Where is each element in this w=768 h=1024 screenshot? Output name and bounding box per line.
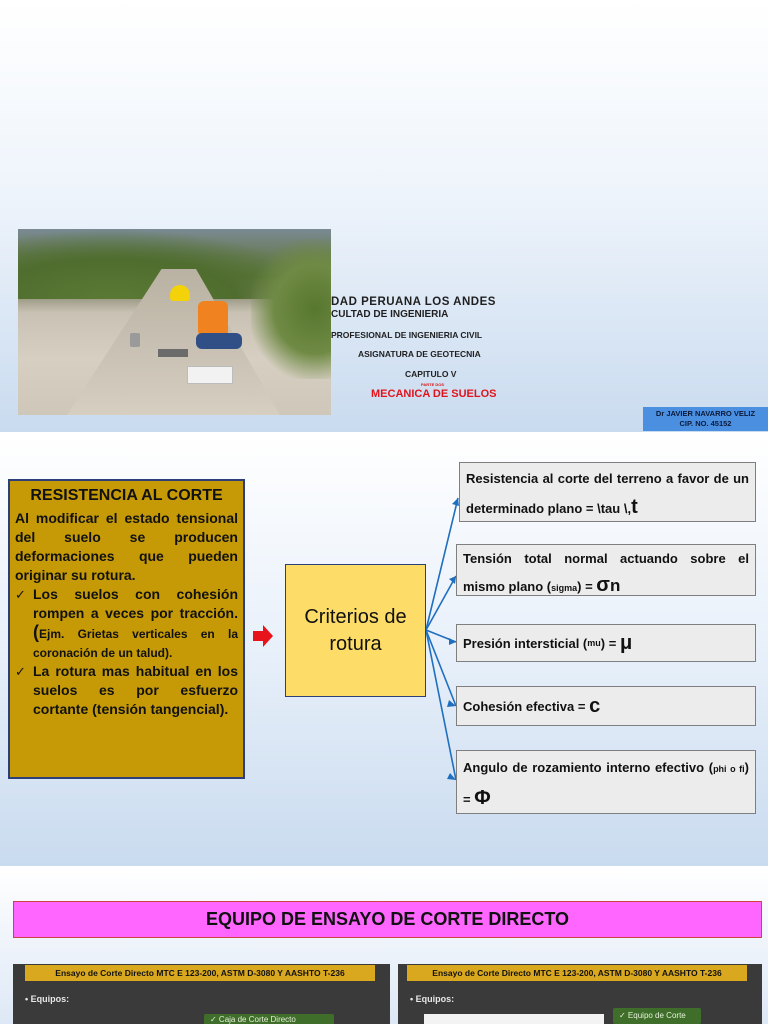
equipment-screenshot-right	[398, 964, 762, 1024]
criteria-item-pore-pressure: Presión intersticial ( mu ) = μ	[456, 624, 756, 662]
criteria-item-shear-strength: Resistencia al corte del terreno a favor de un determinado plano = \tau \,t	[459, 462, 756, 522]
test-header: Ensayo de Corte Directo MTC E 123-200, ASTM D-3080 Y AASHTO T-236	[407, 965, 747, 981]
equipment-screenshot-left	[13, 964, 390, 1024]
bullet-shear: ✓ La rotura mas habitual en los suelos es por esfuerzo cortante (tensión tangencial).	[15, 663, 238, 717]
author-box	[643, 407, 768, 431]
chapter-label: CAPITULO V	[405, 369, 457, 379]
resistance-box	[8, 479, 245, 779]
criteria-item-normal-stress: Tensión total normal actuando sobre el mismo plano (sigma) = σn	[456, 544, 756, 596]
white-field	[424, 1014, 604, 1024]
test-header: Ensayo de Corte Directo MTC E 123-200, ASTM D-3080 Y AASHTO T-236	[25, 965, 375, 981]
arrow-right-icon	[251, 624, 275, 648]
part-label: PARTE DOS	[421, 382, 445, 387]
phi-symbol: Φ	[474, 787, 491, 809]
university-name: DAD PERUANA LOS ANDES	[331, 296, 496, 308]
direct-shear-box-button: ✓ Caja de Corte Directo	[204, 1014, 334, 1024]
criteria-box: Criterios de rotura	[285, 564, 426, 697]
hard-hat	[170, 285, 190, 301]
sigma-symbol: σ	[596, 574, 610, 596]
equipment-label: • Equipos:	[410, 994, 455, 1004]
title-slide	[0, 0, 768, 432]
connector-2	[426, 576, 456, 630]
worker	[198, 301, 228, 337]
criteria-slide	[0, 434, 768, 866]
mu-symbol: μ	[619, 631, 633, 654]
equipment-label: • Equipos:	[25, 994, 70, 1004]
check-icon: ✓	[15, 664, 26, 679]
check-icon: ✓	[15, 587, 26, 602]
author-name: Dr JAVIER NAVARRO VELIZ	[655, 409, 756, 418]
criteria-item-cohesion: Cohesión efectiva = c	[456, 686, 756, 726]
tau-symbol: t	[631, 496, 638, 518]
connector-1	[426, 498, 458, 630]
equipment-title: EQUIPO DE ENSAYO DE CORTE DIRECTO	[13, 901, 762, 938]
c-symbol: c	[589, 694, 601, 717]
resistance-intro: Al modificar el estado tensional del suelo se producen deformaciones que pueden originar su rotura.	[15, 510, 238, 583]
criteria-item-friction-angle: Angulo de rozamiento interno efectivo (phi o fi) = Φ	[456, 750, 756, 814]
bullet-cohesion: ✓ Los suelos con cohesión rompen a veces por tracción. (Ejm. Grietas verticales en la coronación de un talud).	[15, 586, 238, 660]
shear-equipment-button: ✓ Equipo de Corte	[613, 1008, 701, 1024]
school-name: PROFESIONAL DE INGENIERIA CIVIL	[331, 330, 483, 340]
subject-name: ASIGNATURA DE GEOTECNIA	[358, 349, 481, 359]
author-cip: CIP. NO. 45152	[679, 419, 732, 428]
equipment-slide	[0, 868, 768, 1024]
field-photo	[18, 229, 331, 415]
faculty-name: CULTAD DE INGENIERIA	[331, 309, 449, 320]
resistance-title: RESISTENCIA AL CORTE	[30, 487, 223, 504]
resistance-bullets	[15, 585, 238, 719]
course-title: MECANICA DE SUELOS	[371, 388, 497, 400]
